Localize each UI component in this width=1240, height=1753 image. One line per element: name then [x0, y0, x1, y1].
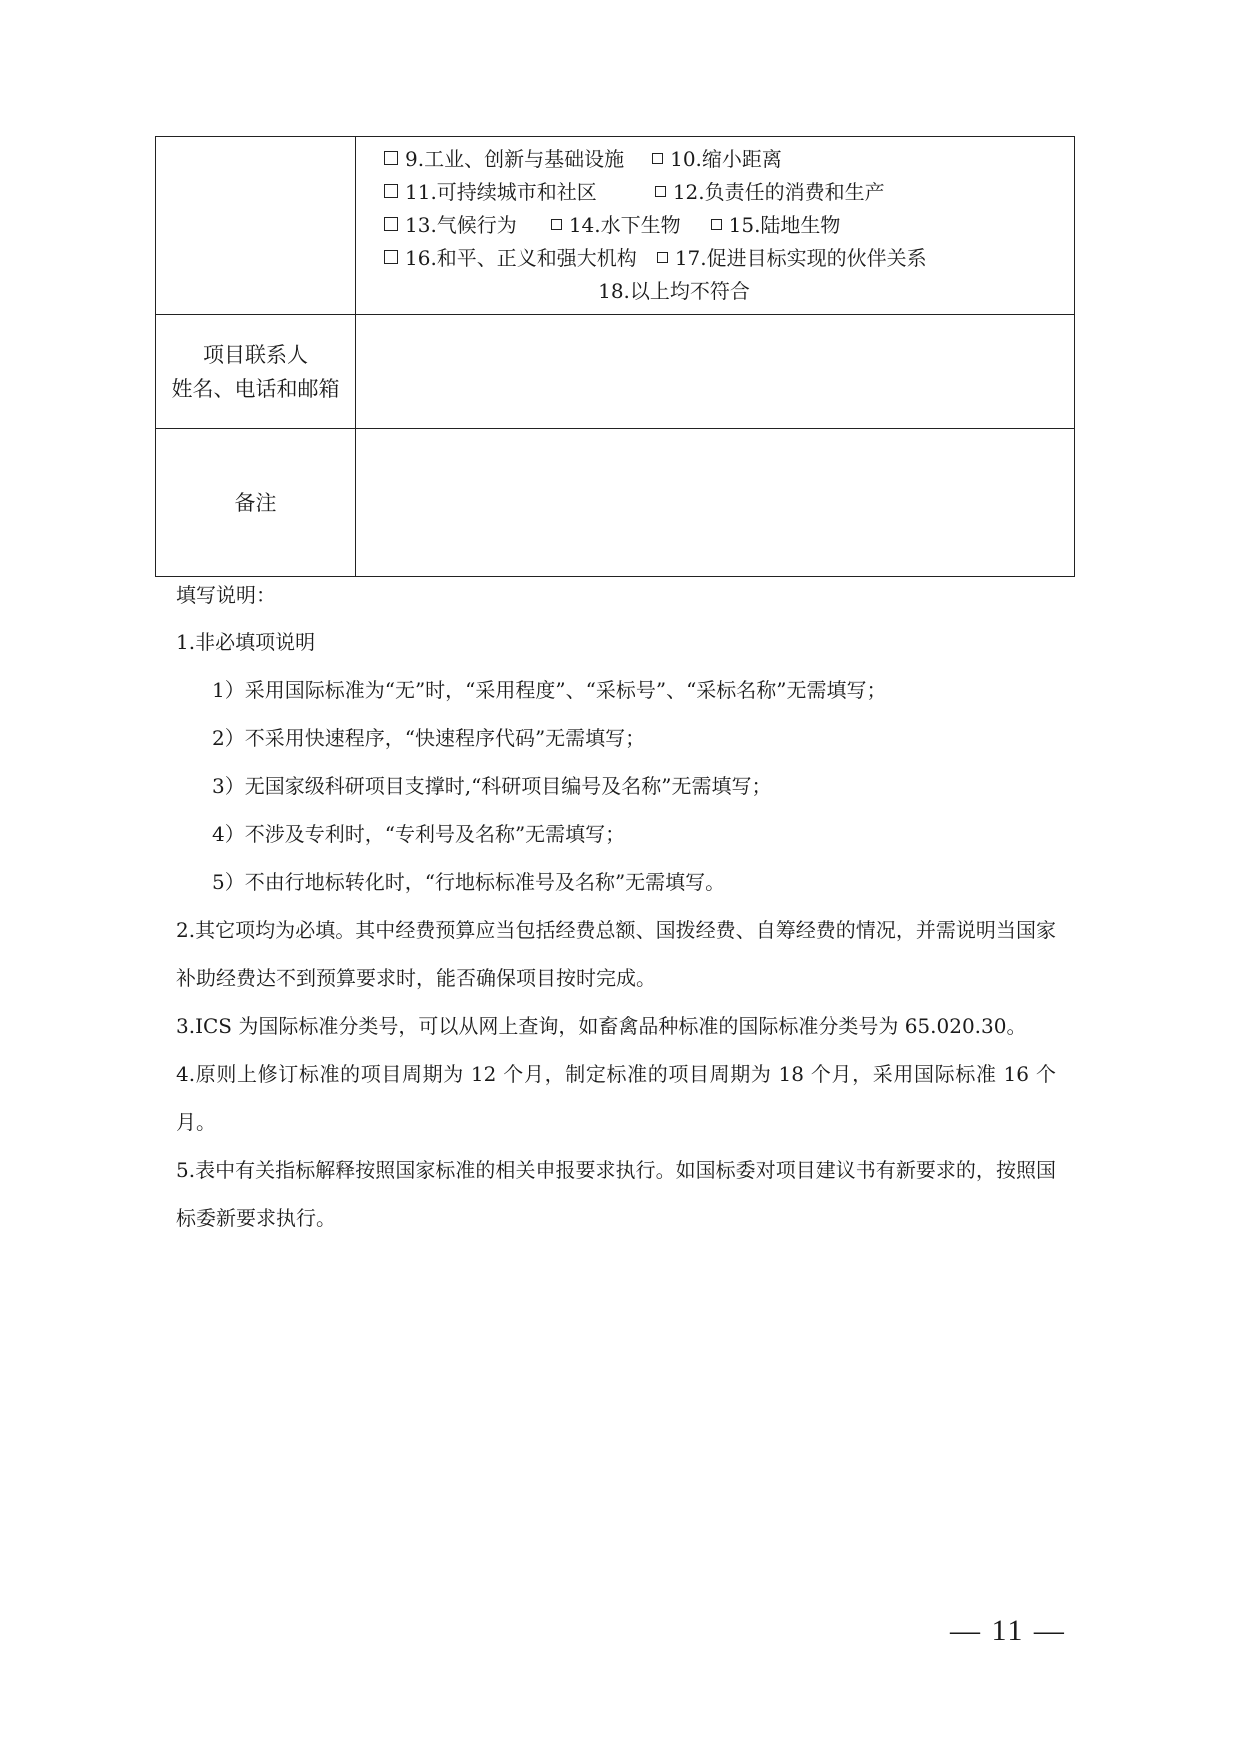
instruction-item-1-title: 1.非必填项说明	[176, 630, 316, 654]
fill-instructions	[176, 572, 1056, 1242]
checkbox-icon[interactable]	[655, 186, 666, 197]
sdg-option-18[interactable]: 18.以上均不符合	[598, 279, 750, 303]
instructions-title: 填写说明：	[176, 583, 276, 607]
sdg-option[interactable]	[384, 242, 637, 275]
sdg-option-label: 13.气候行为	[405, 213, 517, 237]
remark-value-field[interactable]	[356, 429, 1075, 577]
sdg-option-label: 10.缩小距离	[670, 147, 782, 171]
contact-label	[156, 315, 356, 429]
instruction-item-4: 4.原则上修订标准的项目周期为 12 个月，制定标准的项目周期为 18 个月，采用国际标准 16 个月。	[176, 1062, 1056, 1134]
checkbox-icon[interactable]	[711, 219, 722, 230]
project-form-table	[155, 136, 1075, 577]
instruction-subitem: 3）无国家级科研项目支撑时,“科研项目编号及名称”无需填写；	[212, 774, 772, 798]
sdg-options	[356, 137, 1075, 315]
sdg-option[interactable]	[384, 209, 517, 242]
checkbox-icon[interactable]	[384, 151, 398, 165]
contact-label-line2: 姓名、电话和邮箱	[171, 376, 340, 401]
sdg-option[interactable]	[384, 143, 624, 176]
checkbox-icon[interactable]	[384, 217, 398, 231]
sdg-option-label: 14.水下生物	[568, 213, 681, 237]
sdg-option-label: 16.和平、正义和强大机构	[405, 246, 637, 270]
contact-row	[156, 315, 1075, 429]
sdg-option-line	[384, 209, 1074, 242]
sdg-option-line	[384, 143, 1074, 176]
sdg-option-label: 9.工业、创新与基础设施	[405, 147, 625, 171]
checkbox-icon[interactable]	[384, 184, 398, 198]
checkbox-icon[interactable]	[652, 153, 663, 164]
instruction-subitem: 5）不由行地标转化时，“行地标标准号及名称”无需填写。	[212, 870, 726, 894]
remark-row	[156, 429, 1075, 577]
sdg-row	[156, 137, 1075, 315]
sdg-option[interactable]	[655, 176, 885, 209]
sdg-option-label: 12.负责任的消费和生产	[672, 180, 885, 204]
sdg-option[interactable]	[657, 242, 927, 275]
contact-label-line1: 项目联系人	[203, 342, 308, 367]
instruction-item-1-subitems	[176, 666, 1056, 906]
instruction-subitem: 2）不采用快速程序，“快速程序代码”无需填写；	[212, 726, 646, 750]
sdg-option[interactable]	[652, 143, 782, 176]
checkbox-icon[interactable]	[657, 252, 668, 263]
contact-value-field[interactable]	[356, 315, 1075, 429]
sdg-option-line	[384, 242, 1074, 275]
page-number: — 11 —	[950, 1614, 1066, 1647]
instruction-item-2: 2.其它项均为必填。其中经费预算应当包括经费总额、国拨经费、自筹经费的情况，并需说明当国家补助经费达不到预算要求时，能否确保项目按时完成。	[176, 918, 1056, 990]
remark-label: 备注	[156, 429, 356, 577]
instruction-item-5: 5.表中有关指标解释按照国家标准的相关申报要求执行。如国标委对项目建议书有新要求的，按照国标委新要求执行。	[176, 1158, 1056, 1230]
sdg-option[interactable]	[551, 209, 681, 242]
sdg-option[interactable]	[384, 176, 597, 209]
sdg-label-cell	[156, 137, 356, 315]
checkbox-icon[interactable]	[551, 219, 562, 230]
instruction-item-3: 3.ICS 为国际标准分类号，可以从网上查询，如畜禽品种标准的国际标准分类号为 65.020.30。	[176, 1014, 1027, 1038]
instruction-subitem: 4）不涉及专利时，“专利号及名称”无需填写；	[212, 822, 626, 846]
checkbox-icon[interactable]	[384, 250, 398, 264]
sdg-option-line	[384, 176, 1074, 209]
sdg-option-label: 15.陆地生物	[728, 213, 841, 237]
instruction-subitem: 1）采用国际标准为“无”时，“采用程度”、“采标号”、“采标名称”无需填写；	[212, 678, 887, 702]
sdg-option-label: 11.可持续城市和社区	[405, 180, 597, 204]
sdg-option-label: 17.促进目标实现的伙伴关系	[674, 246, 927, 270]
sdg-option[interactable]	[711, 209, 841, 242]
sdg-option-lines	[384, 143, 1074, 275]
